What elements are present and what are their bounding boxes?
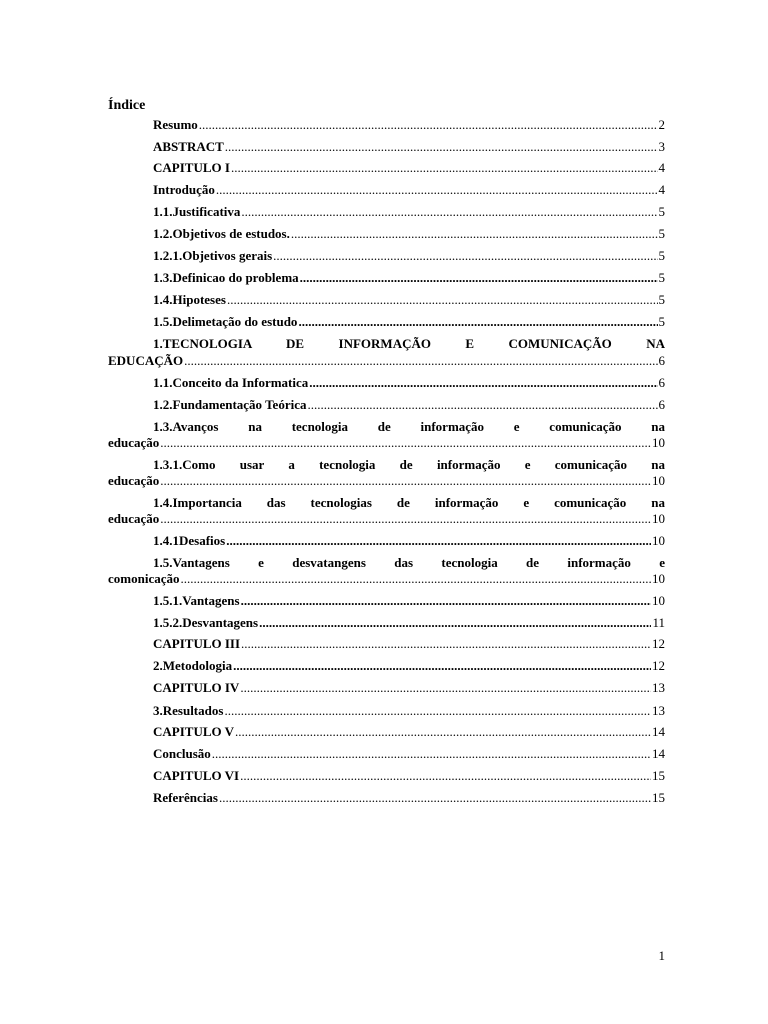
toc-entry-label: 2.Metodologia (153, 658, 233, 673)
dot-leader (216, 182, 658, 198)
toc-entry[interactable] (153, 375, 665, 391)
toc-entry-page: 6 (658, 397, 665, 412)
toc-entry-page: 5 (658, 292, 665, 307)
toc-entry[interactable] (153, 636, 665, 652)
toc-entry-label: EDUCAÇÃO (108, 353, 184, 368)
toc-entry-page: 14 (652, 746, 665, 761)
toc-entry-line1[interactable]: 1.3.Avanços na tecnologia de informação e comunicação na (153, 419, 665, 434)
toc-entry[interactable] (153, 768, 665, 784)
toc-entry[interactable] (153, 397, 665, 413)
dot-leader (225, 139, 658, 155)
dot-leader (240, 768, 651, 784)
toc-entry-page: 4 (658, 160, 665, 175)
dot-leader (273, 248, 657, 264)
dot-leader (184, 353, 657, 369)
toc-entry-label: 3.Resultados (153, 703, 224, 718)
toc-entry-label: educação (108, 435, 160, 450)
toc-entry-label: CAPITULO VI (153, 768, 240, 783)
toc-entry-page: 6 (658, 375, 665, 390)
toc-entry[interactable] (153, 270, 665, 286)
dot-leader (224, 703, 651, 719)
toc-entry[interactable] (153, 680, 665, 696)
toc-entry-label: Conclusão (153, 746, 211, 761)
toc-entry[interactable] (108, 353, 665, 369)
toc-entry-label: 1.1.Conceito da Informatica (153, 375, 309, 390)
toc-entry[interactable] (153, 790, 665, 806)
toc-entry-label: educação (108, 511, 160, 526)
toc-entry-label: CAPITULO I (153, 160, 230, 175)
toc-entry-page: 10 (652, 533, 665, 548)
toc-entry-page: 10 (652, 571, 665, 586)
toc-entry-label: 1.2.Objetivos de estudos. (153, 226, 290, 241)
dot-leader (226, 533, 651, 549)
toc-entry-page: 10 (652, 435, 665, 450)
toc-entry-label: 1.4.1Desafios (153, 533, 226, 548)
toc-entry-page: 13 (652, 680, 665, 695)
toc-entry-label: Introdução (153, 182, 215, 197)
toc-entry-page: 10 (652, 593, 665, 608)
dot-leader (180, 571, 651, 587)
dot-leader (241, 593, 651, 609)
toc-entry-page: 12 (652, 658, 665, 673)
toc-entry-page: 11 (652, 615, 665, 630)
toc-entry-label: 1.2.1.Objetivos gerais (153, 248, 273, 263)
dot-leader (160, 473, 651, 489)
toc-entry-label: 1.3.Definicao do problema (153, 270, 299, 285)
toc-entry-label: Referências (153, 790, 218, 805)
toc-entry[interactable] (153, 703, 665, 719)
toc-entry[interactable] (153, 724, 665, 740)
toc-entry[interactable] (108, 473, 665, 489)
toc-entry[interactable] (153, 139, 665, 155)
toc-entry[interactable] (153, 160, 665, 176)
toc-entry[interactable] (153, 615, 665, 631)
toc-entry[interactable] (153, 533, 665, 549)
toc-entry[interactable] (153, 314, 665, 330)
toc-entry-label: comonicação (108, 571, 180, 586)
toc-entry-line1[interactable]: 1.TECNOLOGIA DE INFORMAÇÃO E COMUNICAÇÃO NA (153, 336, 665, 351)
toc-entry-label: 1.1.Justificativa (153, 204, 241, 219)
dot-leader (233, 658, 651, 674)
dot-leader (307, 397, 657, 413)
dot-leader (309, 375, 657, 391)
dot-leader (227, 292, 658, 308)
toc-entry-page: 5 (658, 270, 665, 285)
dot-leader (235, 724, 651, 740)
toc-entry-label: 1.5.2.Desvantagens (153, 615, 259, 630)
toc-entry-line1[interactable]: 1.3.1.Como usar a tecnologia de informação e comunicação na (153, 457, 665, 472)
toc-entry-page: 12 (652, 636, 665, 651)
dot-leader (219, 790, 651, 806)
dot-leader (291, 226, 658, 242)
toc-entry[interactable] (153, 248, 665, 264)
dot-leader (160, 435, 651, 451)
toc-entry-label: 1.4.Hipoteses (153, 292, 226, 307)
toc-entry-page: 13 (652, 703, 665, 718)
toc-entry[interactable] (153, 746, 665, 762)
dot-leader (240, 680, 651, 696)
toc-entry[interactable] (108, 435, 665, 451)
dot-leader (212, 746, 651, 762)
toc-entry-page: 5 (658, 314, 665, 329)
toc-entry[interactable] (153, 658, 665, 674)
dot-leader (241, 204, 657, 220)
dot-leader (300, 270, 658, 286)
toc-entry-page: 5 (658, 204, 665, 219)
toc-entry[interactable] (153, 292, 665, 308)
toc-entry-label: 1.5.1.Vantagens (153, 593, 240, 608)
toc-entry-label: educação (108, 473, 160, 488)
dot-leader (259, 615, 651, 631)
toc-entry-page: 10 (652, 511, 665, 526)
toc-entry-page: 5 (658, 226, 665, 241)
toc-entry-label: Resumo (153, 117, 198, 132)
toc-entry-label: CAPITULO III (153, 636, 241, 651)
toc-entry[interactable] (153, 204, 665, 220)
toc-entry[interactable] (108, 511, 665, 527)
toc-entry-label: ABSTRACT (153, 139, 224, 154)
toc-entry-page: 10 (652, 473, 665, 488)
page-title: Índice (108, 98, 146, 113)
toc-entry-label: 1.5.Delimetação do estudo (153, 314, 298, 329)
toc-entry-page: 6 (658, 353, 665, 368)
toc-entry[interactable] (153, 593, 665, 609)
toc-entry-page: 15 (652, 790, 665, 805)
toc-entry-page: 2 (658, 117, 665, 132)
dot-leader (199, 117, 658, 133)
toc-entry-page: 15 (652, 768, 665, 783)
toc-entry-label: CAPITULO V (153, 724, 235, 739)
toc-entry[interactable] (153, 182, 665, 198)
toc-entry-label: CAPITULO IV (153, 680, 240, 695)
toc-entry-page: 4 (658, 182, 665, 197)
toc-entry[interactable] (153, 117, 665, 133)
dot-leader (241, 636, 651, 652)
dot-leader (298, 314, 657, 330)
toc-entry[interactable] (153, 226, 665, 242)
toc-entry-label: 1.2.Fundamentação Teórica (153, 397, 307, 412)
toc-entry-page: 5 (658, 248, 665, 263)
toc-entry[interactable] (108, 571, 665, 587)
toc-entry-page: 3 (658, 139, 665, 154)
dot-leader (160, 511, 651, 527)
toc-entry-line1[interactable]: 1.4.Importancia das tecnologias de informação e comunicação na (153, 495, 665, 510)
toc-entry-page: 14 (652, 724, 665, 739)
dot-leader (231, 160, 658, 176)
toc-entry-line1[interactable]: 1.5.Vantagens e desvatangens das tecnologia de informação e (153, 555, 665, 570)
page-number: 1 (658, 948, 665, 963)
